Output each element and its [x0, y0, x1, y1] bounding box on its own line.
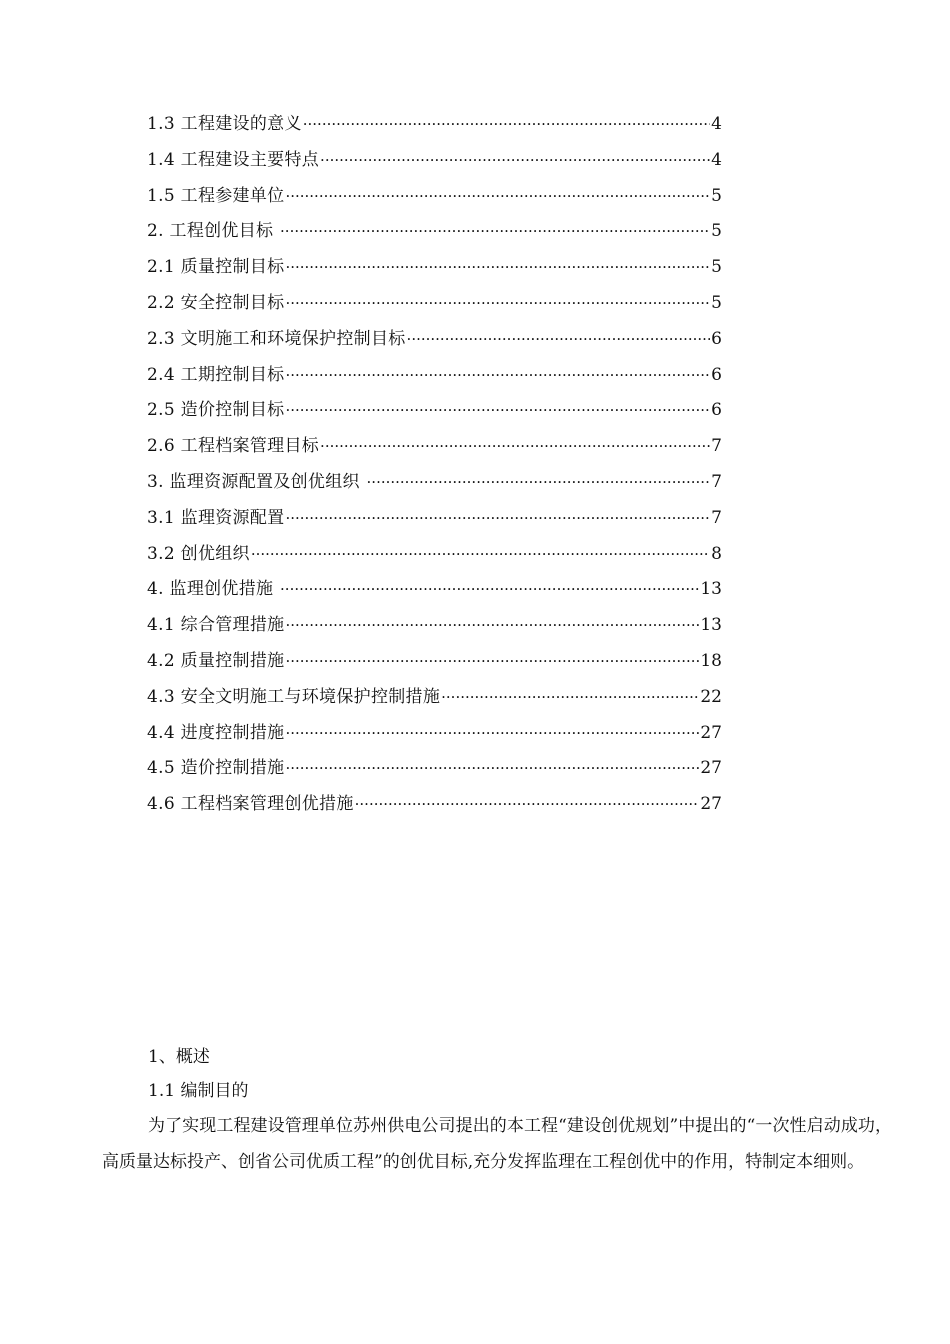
toc-entry-page: 4	[711, 114, 722, 134]
toc-leader-dots	[285, 366, 710, 384]
toc-entry-title: 2. 工程创优目标	[147, 221, 280, 242]
toc-entry-page: 5	[711, 257, 722, 278]
toc-entry-page: 5	[711, 185, 722, 206]
toc-entry-title: 1.4 工程建设主要特点	[147, 149, 320, 170]
toc-entry-title: 2.3 文明施工和环境保护控制目标	[147, 328, 406, 349]
toc-leader-dots	[441, 688, 699, 706]
toc-entry[interactable]	[147, 145, 722, 181]
toc-entry-title: 2.1 质量控制目标	[147, 257, 285, 278]
toc-leader-dots	[285, 187, 710, 205]
toc-leader-dots	[285, 401, 710, 419]
toc-entry-title: 4.5 造价控制措施	[147, 758, 285, 779]
toc-entry-page: 22	[700, 686, 722, 707]
toc-entry-page: 27	[700, 722, 722, 743]
toc-entry[interactable]	[147, 360, 722, 396]
toc-entry[interactable]	[147, 789, 722, 825]
toc-entry[interactable]	[147, 109, 722, 145]
toc-entry[interactable]	[147, 539, 722, 575]
toc-entry-title: 2.6 工程档案管理目标	[147, 436, 320, 457]
toc-entry-title: 3. 监理资源配置及创优组织	[147, 471, 366, 492]
table-of-contents	[147, 109, 722, 825]
toc-leader-dots	[285, 258, 710, 276]
toc-entry[interactable]	[147, 753, 722, 789]
toc-entry-title: 3.2 创优组织	[147, 543, 250, 564]
toc-entry-title: 2.4 工期控制目标	[147, 364, 285, 385]
toc-entry-page: 5	[711, 221, 722, 242]
toc-entry[interactable]	[147, 288, 722, 324]
toc-entry[interactable]	[147, 610, 722, 646]
toc-entry-page: 7	[711, 471, 722, 492]
toc-leader-dots	[280, 580, 699, 598]
toc-entry-title: 4.6 工程档案管理创优措施	[147, 794, 354, 815]
toc-entry-page: 18	[700, 650, 722, 671]
toc-entry[interactable]	[147, 682, 722, 718]
toc-leader-dots	[280, 222, 710, 240]
toc-leader-dots	[320, 151, 710, 169]
toc-entry-page: 6	[711, 328, 722, 349]
toc-entry-title: 4.3 安全文明施工与环境保护控制措施	[147, 686, 441, 707]
toc-leader-dots	[251, 545, 710, 563]
toc-leader-dots	[285, 294, 710, 312]
toc-entry[interactable]	[147, 395, 722, 431]
toc-entry-title: 3.1 监理资源配置	[147, 507, 285, 528]
toc-entry[interactable]	[147, 467, 722, 503]
body-paragraph: 为了实现工程建设管理单位苏州供电公司提出的本工程“建设创优规划”中提出的“一次性启动成功，高质量达标投产、创省公司优质工程”的创优目标,充分发挥监理在工程创优中的作用，特制定本细则。	[102, 1116, 892, 1172]
toc-entry-page: 6	[711, 364, 722, 385]
toc-entry[interactable]	[147, 181, 722, 217]
toc-leader-dots	[407, 330, 711, 348]
toc-leader-dots	[355, 795, 700, 813]
toc-leader-dots	[285, 616, 699, 634]
toc-entry-title: 4.2 质量控制措施	[147, 650, 285, 671]
toc-entry-page: 7	[711, 436, 722, 457]
toc-entry-page: 6	[711, 400, 722, 421]
toc-entry-page: 13	[700, 615, 722, 636]
toc-entry[interactable]	[147, 718, 722, 754]
document-body	[102, 1040, 892, 1180]
toc-entry-page: 7	[711, 507, 722, 528]
toc-entry-page: 4	[711, 149, 722, 170]
toc-entry[interactable]	[147, 574, 722, 610]
toc-entry[interactable]	[147, 503, 722, 539]
toc-entry-title: 1.3 工程建设的意义	[147, 114, 302, 134]
toc-leader-dots	[285, 759, 699, 777]
toc-leader-dots	[367, 473, 711, 491]
toc-entry-page: 13	[700, 579, 722, 600]
toc-leader-dots	[285, 509, 710, 527]
toc-entry-page: 27	[700, 794, 722, 815]
toc-entry-page: 5	[711, 292, 722, 313]
toc-leader-dots	[320, 437, 710, 455]
toc-leader-dots	[285, 724, 699, 742]
toc-entry[interactable]	[147, 646, 722, 682]
toc-entry[interactable]	[147, 216, 722, 252]
toc-entry-title: 1.5 工程参建单位	[147, 185, 285, 206]
toc-entry-title: 2.5 造价控制目标	[147, 400, 285, 421]
toc-leader-dots	[303, 115, 710, 133]
toc-entry-title: 4.1 综合管理措施	[147, 615, 285, 636]
section-heading: 1、概述	[148, 1047, 210, 1067]
toc-entry-page: 27	[700, 758, 722, 779]
toc-entry[interactable]	[147, 431, 722, 467]
toc-entry[interactable]	[147, 252, 722, 288]
toc-entry-title: 2.2 安全控制目标	[147, 292, 285, 313]
toc-leader-dots	[285, 652, 699, 670]
subsection-heading: 1.1 编制目的	[148, 1081, 249, 1101]
toc-entry-title: 4. 监理创优措施	[147, 579, 280, 600]
toc-entry-title: 4.4 进度控制措施	[147, 722, 285, 743]
toc-entry-page: 8	[711, 543, 722, 564]
toc-entry[interactable]	[147, 324, 722, 360]
